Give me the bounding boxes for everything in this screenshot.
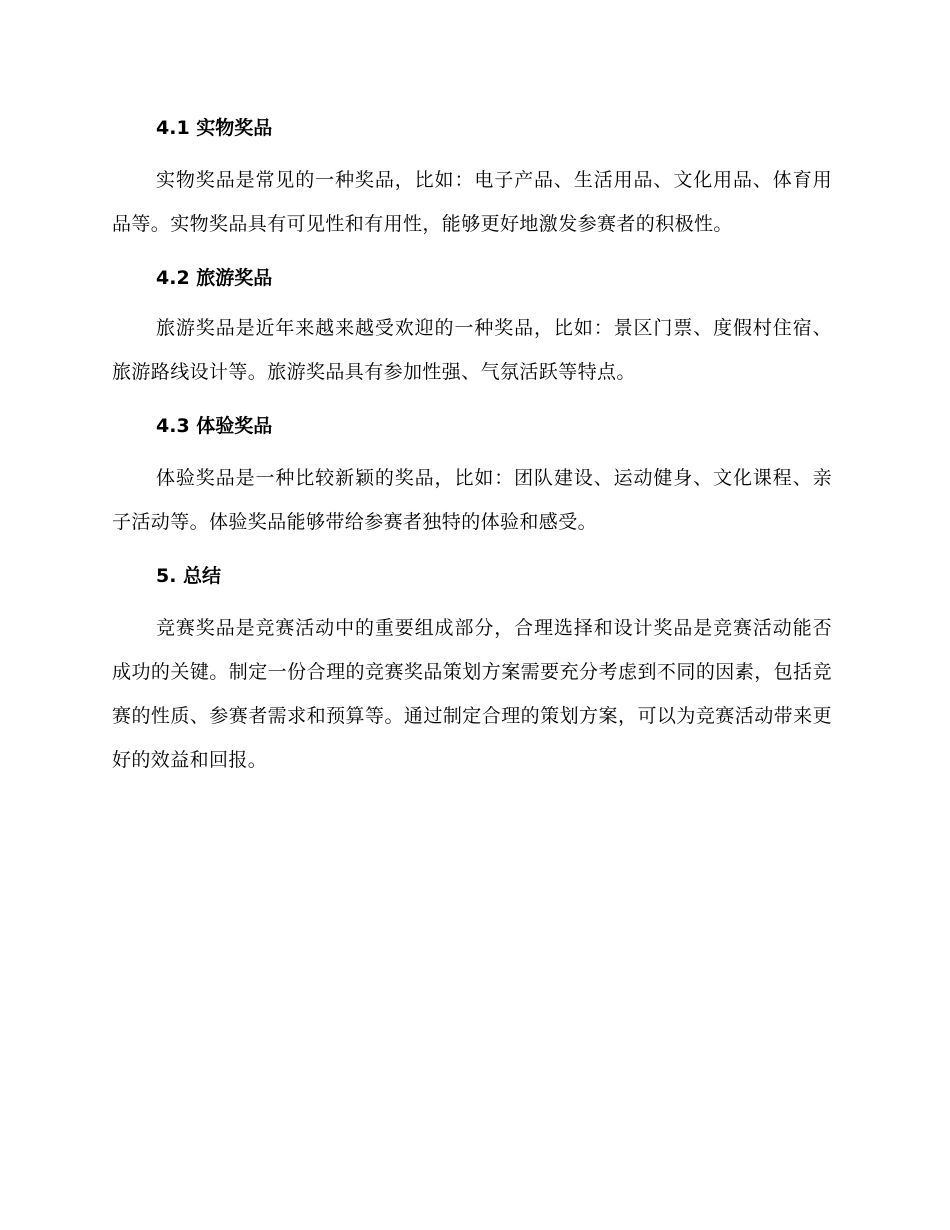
section-paragraph-4-2: 旅游奖品是近年来越来越受欢迎的一种奖品，比如：景区门票、度假村住宿、旅游路线设计等。旅游奖品具有参加性强、气氛活跃等特点。 (112, 317, 832, 383)
section-heading-summary: 5. 总结 (156, 565, 222, 587)
section-paragraph-summary: 竞赛奖品是竞赛活动中的重要组成部分，合理选择和设计奖品是竞赛活动能否成功的关键。制定一份合理的竞赛奖品策划方案需要充分考虑到不同的因素，包括竞赛的性质、参赛者需求和预算等。通过制定合理的策划方案，可以为竞赛活动带来更好的效益和回报。 (112, 617, 832, 771)
section-heading-4-1: 4.1 实物奖品 (156, 117, 273, 139)
section-paragraph-4-3: 体验奖品是一种比较新颖的奖品，比如：团队建设、运动健身、文化课程、亲子活动等。体验奖品能够带给参赛者独特的体验和感受。 (112, 467, 832, 533)
document-page (112, 110, 832, 782)
section-heading-4-2: 4.2 旅游奖品 (156, 267, 273, 289)
section-paragraph-4-1: 实物奖品是常见的一种奖品，比如：电子产品、生活用品、文化用品、体育用品等。实物奖品具有可见性和有用性，能够更好地激发参赛者的积极性。 (112, 169, 832, 235)
section-heading-4-3: 4.3 体验奖品 (156, 415, 273, 437)
